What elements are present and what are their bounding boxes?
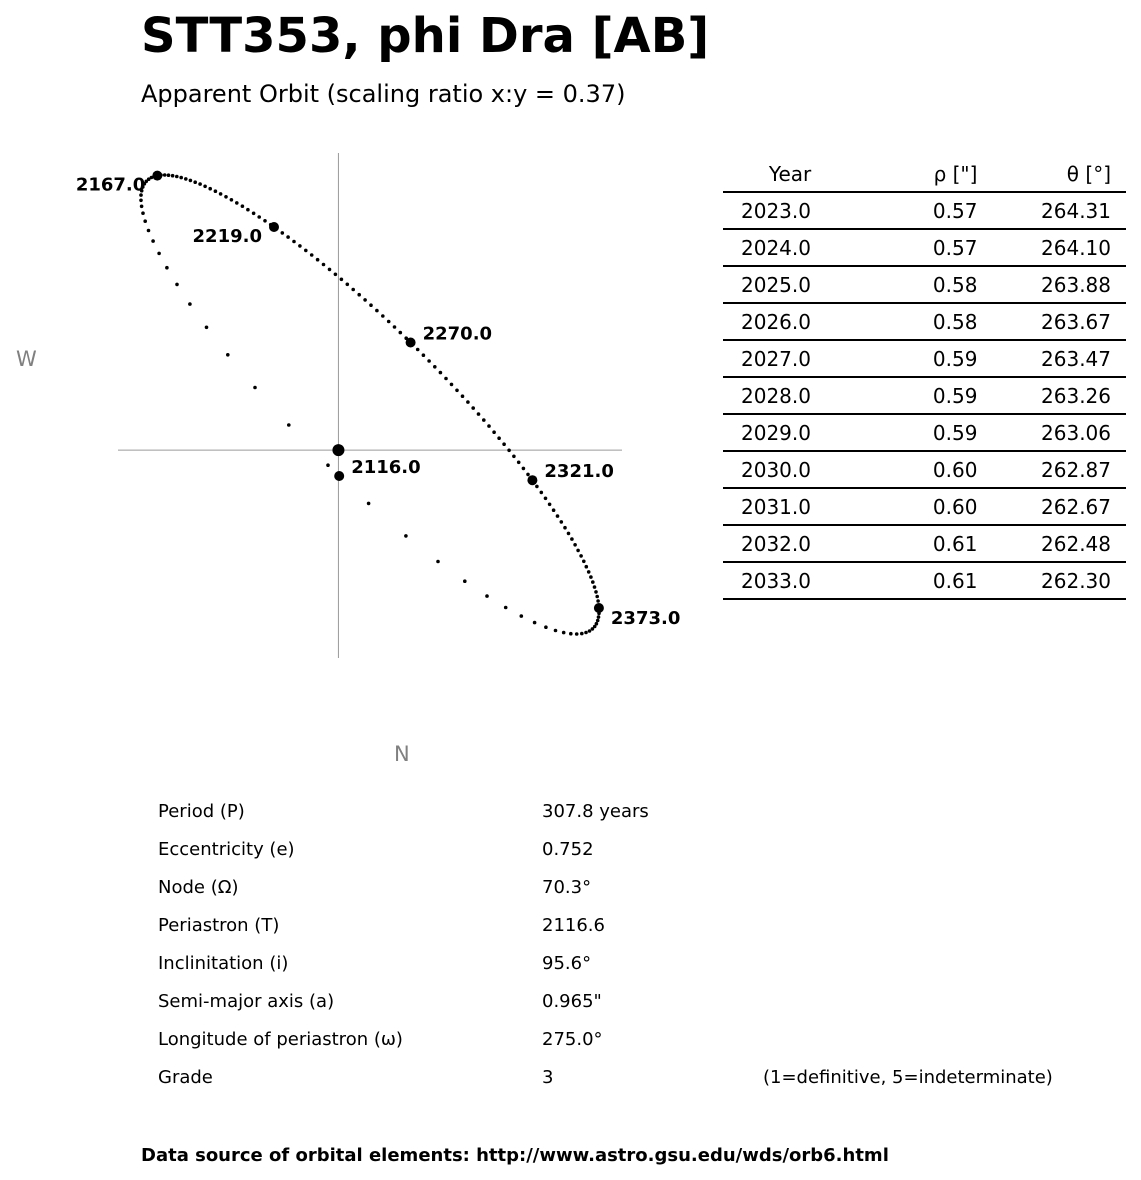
orbit-point: [593, 585, 597, 589]
orbit-point: [485, 594, 489, 598]
cell-rho: 0.58: [901, 266, 1007, 303]
orbit-point: [591, 627, 595, 631]
epoch-marker: [594, 603, 604, 613]
orbit-point: [497, 436, 501, 440]
orbit-point: [163, 173, 167, 177]
chart-title: STT353, phi Dra [AB]: [141, 8, 710, 64]
orbit-point: [570, 537, 574, 541]
data-source: Data source of orbital elements: http://www.astro.gsu.edu/wds/orb6.html: [141, 1145, 889, 1166]
cell-rho: 0.57: [901, 192, 1007, 229]
orbit-point: [298, 244, 302, 248]
orbit-point: [316, 258, 320, 262]
element-row: [158, 1061, 1108, 1099]
table-row: [723, 451, 1126, 488]
orbit-point: [544, 497, 548, 501]
orbit-point: [399, 331, 403, 335]
element-value: 95.6°: [542, 953, 592, 974]
orbit-point: [573, 543, 577, 547]
orbit-point: [477, 412, 481, 416]
cell-year: 2031.0: [723, 488, 901, 525]
orbit-point: [439, 371, 443, 375]
cell-rho: 0.58: [901, 303, 1007, 340]
cell-theta: 262.30: [1007, 562, 1126, 599]
orbit-point: [567, 532, 571, 536]
orbit-point: [594, 590, 598, 594]
table-row: [723, 303, 1126, 340]
orbit-point: [444, 377, 448, 381]
orbit-point: [520, 614, 524, 618]
table-row: [723, 340, 1126, 377]
orbit-point: [205, 326, 209, 330]
ephemeris-table: [723, 157, 1126, 600]
orbit-point: [595, 595, 599, 599]
cell-year: 2030.0: [723, 451, 901, 488]
orbit-point: [281, 231, 285, 235]
orbit-point: [304, 249, 308, 253]
cell-year: 2026.0: [723, 303, 901, 340]
orbit-point: [512, 455, 516, 459]
cell-rho: 0.61: [901, 525, 1007, 562]
cell-year: 2028.0: [723, 377, 901, 414]
orbit-point: [562, 631, 566, 635]
orbit-point: [466, 400, 470, 404]
orbit-point: [246, 208, 250, 212]
cell-theta: 263.67: [1007, 303, 1126, 340]
cell-year: 2025.0: [723, 266, 901, 303]
element-row: [158, 795, 1108, 833]
orbit-point: [157, 252, 161, 256]
element-label: Node (Ω): [158, 877, 239, 898]
element-label: Semi-major axis (a): [158, 991, 335, 1012]
orbit-point: [596, 599, 600, 603]
orbit-point: [171, 174, 175, 178]
orbit-point: [263, 219, 267, 223]
orbit-point: [175, 175, 179, 179]
orbit-point: [502, 442, 506, 446]
orbit-point: [554, 629, 558, 633]
orbit-point: [596, 619, 600, 623]
orbit-point: [540, 491, 544, 495]
orbit-point: [351, 288, 355, 292]
element-value: 307.8 years: [542, 801, 649, 822]
orbit-point: [461, 394, 465, 398]
table-row: [723, 229, 1126, 266]
orbit-point: [167, 173, 171, 177]
cell-theta: 263.47: [1007, 340, 1126, 377]
orbit-point: [310, 253, 314, 257]
orbit-point: [189, 179, 193, 183]
table-row: [723, 377, 1126, 414]
orbit-point: [139, 199, 143, 203]
orbit-point: [387, 320, 391, 324]
orbit-point: [252, 212, 256, 216]
orbit-point: [346, 283, 350, 287]
ephemeris-header-row: [723, 157, 1126, 192]
orbit-point: [292, 240, 296, 244]
table-row: [723, 266, 1126, 303]
orbit-point: [193, 180, 197, 184]
epoch-label: 2116.0: [351, 457, 421, 478]
orbit-point: [552, 508, 556, 512]
orbit-point: [492, 430, 496, 434]
orbit-point: [381, 314, 385, 318]
orbit-point: [591, 580, 595, 584]
primary-star-marker: [332, 444, 344, 456]
orbit-point: [569, 632, 573, 636]
epoch-marker: [152, 171, 162, 181]
orbit-point: [556, 514, 560, 518]
cell-theta: 264.31: [1007, 192, 1126, 229]
orbit-point: [165, 266, 169, 270]
orbit-point: [143, 219, 147, 223]
epoch-marker: [269, 222, 279, 232]
epoch-marker: [527, 475, 537, 485]
table-row: [723, 525, 1126, 562]
element-row: [158, 909, 1108, 947]
orbit-point: [326, 463, 330, 467]
table-row: [723, 414, 1126, 451]
orbit-point: [147, 229, 151, 233]
table-row: [723, 488, 1126, 525]
orbit-point: [224, 195, 228, 199]
orbit-point: [588, 629, 592, 633]
orbit-point: [422, 353, 426, 357]
element-row: [158, 1023, 1108, 1061]
epoch-label: 2167.0: [75, 174, 146, 196]
orbit-plot: [0, 130, 700, 730]
orbit-point: [287, 423, 291, 427]
orbit-point: [141, 211, 145, 215]
orbit-point: [576, 549, 580, 553]
element-label: Periastron (T): [158, 915, 280, 936]
epoch-marker: [406, 338, 416, 348]
cell-rho: 0.60: [901, 451, 1007, 488]
orbit-point: [517, 461, 521, 465]
epoch-label: 2321.0: [544, 461, 614, 483]
orbit-point: [563, 526, 567, 530]
orbit-point: [589, 575, 593, 579]
orbit-point: [580, 632, 584, 636]
orbit-point: [214, 189, 218, 193]
cell-year: 2029.0: [723, 414, 901, 451]
cell-year: 2023.0: [723, 192, 901, 229]
element-value: 70.3°: [542, 877, 592, 898]
orbit-point: [235, 201, 239, 205]
orbit-point: [471, 406, 475, 410]
cell-theta: 262.67: [1007, 488, 1126, 525]
table-row: [723, 192, 1126, 229]
orbit-point: [579, 554, 583, 558]
epoch-label: 2219.0: [192, 226, 262, 247]
orbit-point: [286, 235, 290, 239]
cell-rho: 0.59: [901, 377, 1007, 414]
cell-rho: 0.59: [901, 414, 1007, 451]
orbit-point: [322, 263, 326, 267]
cell-theta: 263.06: [1007, 414, 1126, 451]
element-value: 275.0°: [542, 1029, 603, 1050]
orbit-point: [363, 298, 367, 302]
orbit-point: [526, 473, 530, 477]
orbit-point: [179, 176, 183, 180]
orbit-point: [548, 503, 552, 507]
cell-year: 2027.0: [723, 340, 901, 377]
cell-year: 2024.0: [723, 229, 901, 266]
element-row: [158, 833, 1108, 871]
orbit-point: [582, 560, 586, 564]
element-row: [158, 871, 1108, 909]
orbit-point: [151, 239, 155, 243]
orbit-point: [184, 177, 188, 181]
cell-theta: 263.26: [1007, 377, 1126, 414]
orbit-point: [203, 185, 207, 189]
cell-year: 2032.0: [723, 525, 901, 562]
orbit-point: [427, 359, 431, 363]
orbit-point: [369, 303, 373, 307]
cell-rho: 0.61: [901, 562, 1007, 599]
orbit-point: [340, 278, 344, 282]
orbit-point: [416, 348, 420, 352]
element-row: [158, 985, 1108, 1023]
element-value: 0.752: [542, 839, 594, 860]
orbital-elements: [158, 795, 1108, 1099]
orbit-point: [219, 192, 223, 196]
orbit-point: [208, 187, 212, 191]
element-label: Grade: [158, 1067, 213, 1088]
orbit-point: [188, 302, 192, 306]
orbit-point: [334, 273, 338, 277]
orbit-point: [533, 621, 537, 625]
orbit-point: [585, 565, 589, 569]
element-label: Inclinitation (i): [158, 953, 289, 974]
cell-theta: 262.87: [1007, 451, 1126, 488]
epoch-label: 2270.0: [422, 323, 493, 345]
orbit-point: [328, 268, 332, 272]
cell-theta: 264.10: [1007, 229, 1126, 266]
cell-rho: 0.59: [901, 340, 1007, 377]
header-rho: ρ ["]: [901, 157, 1007, 192]
orbit-point: [560, 520, 564, 524]
west-label: W: [16, 347, 37, 371]
header-year: Year: [723, 157, 901, 192]
orbit-point: [230, 198, 234, 202]
orbit-point: [455, 389, 459, 393]
element-value: 3: [542, 1067, 554, 1088]
orbit-point: [357, 293, 361, 297]
orbit-point: [375, 309, 379, 313]
orbit-point: [436, 560, 440, 564]
table-row: [723, 562, 1126, 599]
cell-year: 2033.0: [723, 562, 901, 599]
orbit-point: [257, 215, 261, 219]
orbit-point: [367, 502, 371, 506]
header-theta: θ [°]: [1007, 157, 1126, 192]
orbit-point: [226, 353, 230, 357]
cell-rho: 0.57: [901, 229, 1007, 266]
element-label: Longitude of periastron (ω): [158, 1029, 403, 1050]
element-note: (1=definitive, 5=indeterminate): [763, 1067, 1053, 1088]
orbit-point: [433, 365, 437, 369]
orbit-point: [140, 205, 144, 209]
orbit-point: [504, 606, 508, 610]
orbit-point: [584, 631, 588, 635]
orbit-point: [575, 632, 579, 636]
north-label: N: [394, 742, 410, 766]
orbit-point: [482, 418, 486, 422]
element-value: 0.965": [542, 991, 602, 1012]
cell-rho: 0.60: [901, 488, 1007, 525]
orbit-point: [175, 283, 179, 287]
element-value: 2116.6: [542, 915, 605, 936]
orbit-point: [507, 449, 511, 453]
orbit-point: [198, 182, 202, 186]
element-label: Period (P): [158, 801, 245, 822]
element-label: Eccentricity (e): [158, 839, 295, 860]
orbit-point: [487, 424, 491, 428]
orbit-point: [597, 615, 601, 619]
orbit-point: [463, 579, 467, 583]
cell-theta: 262.48: [1007, 525, 1126, 562]
cell-theta: 263.88: [1007, 266, 1126, 303]
orbit-point: [522, 467, 526, 471]
orbit-point: [253, 386, 257, 390]
orbit-point: [450, 383, 454, 387]
epoch-label: 2373.0: [610, 608, 681, 629]
chart-subtitle: Apparent Orbit (scaling ratio x:y = 0.37): [141, 80, 626, 108]
orbit-point: [544, 625, 548, 629]
orbit-point: [404, 534, 408, 538]
orbit-point: [535, 485, 539, 489]
orbit-point: [393, 325, 397, 329]
element-row: [158, 947, 1108, 985]
orbit-point: [241, 204, 245, 208]
epoch-marker: [334, 471, 344, 481]
orbit-point: [587, 570, 591, 574]
